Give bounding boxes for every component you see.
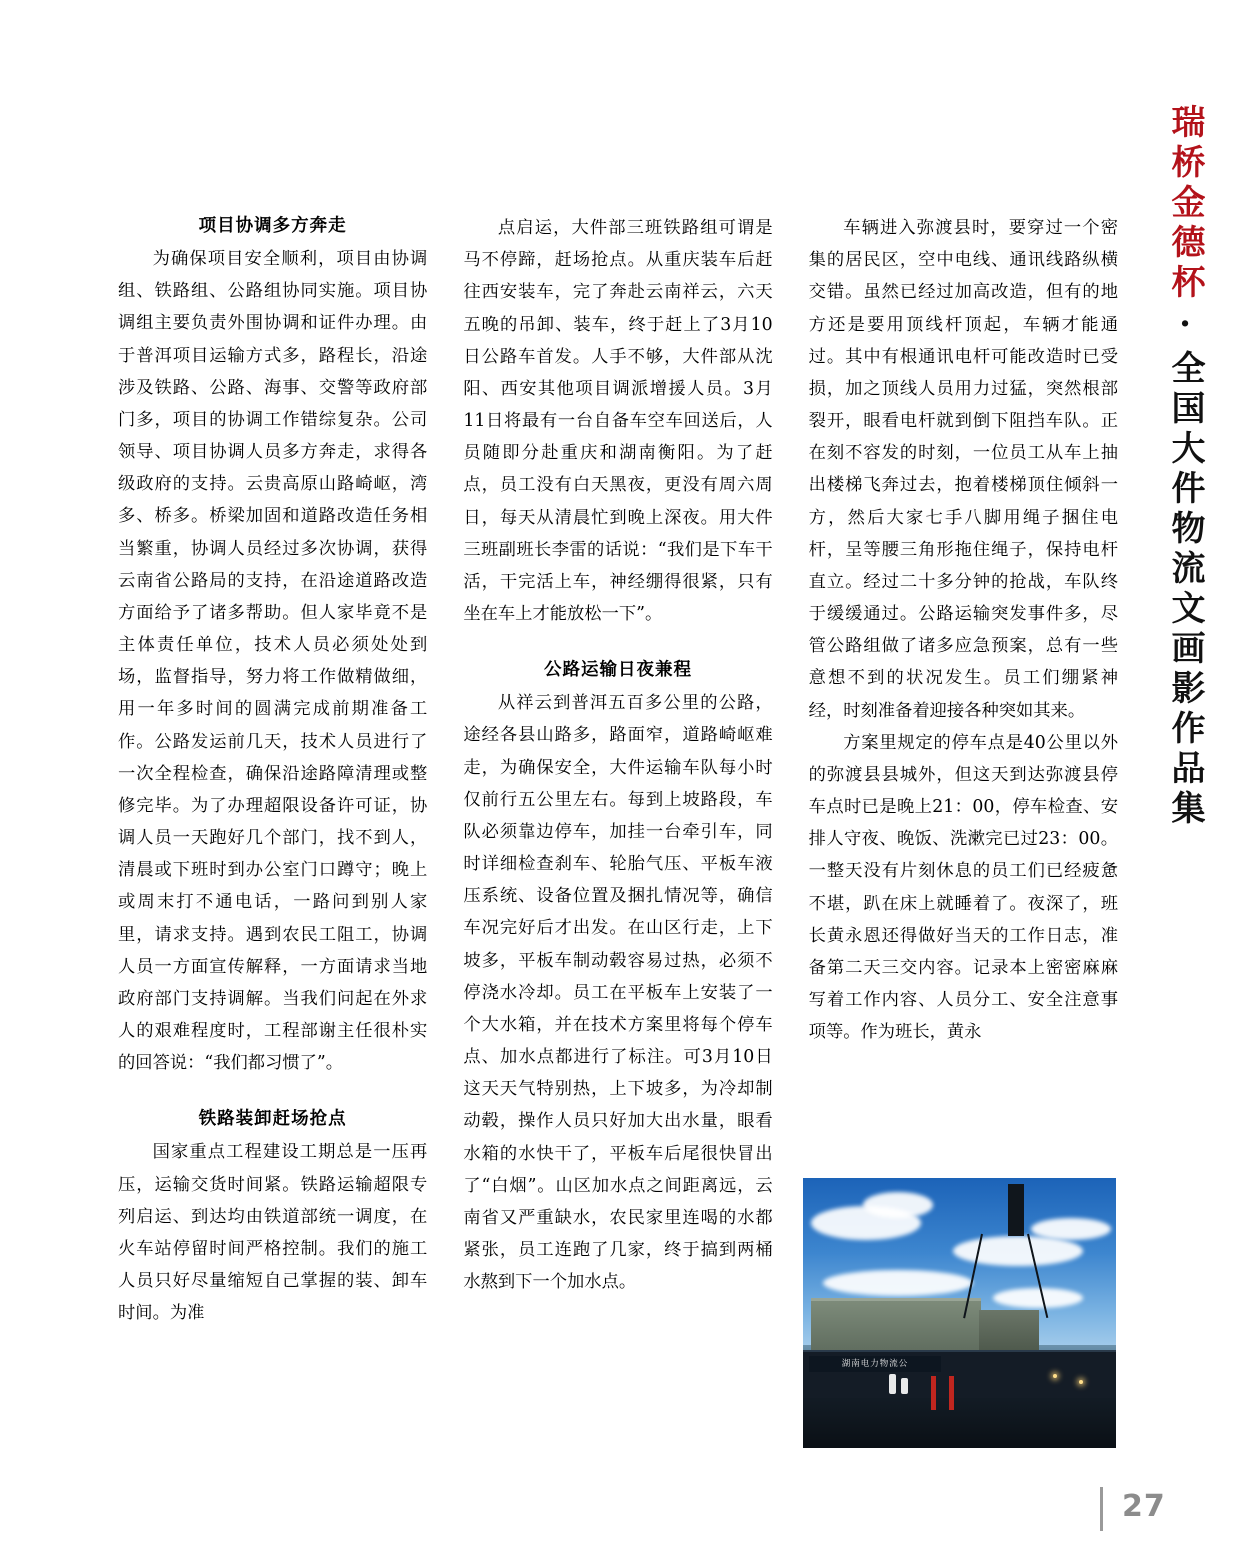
section-heading-railway-loading: 铁路装卸赶场抢点 <box>198 1109 347 1130</box>
photo-cloud <box>863 1192 933 1218</box>
photo-hull-caption: 湖南电力物流公 <box>809 1356 941 1372</box>
page-footer <box>1100 1487 1210 1531</box>
paragraph-railway-loading-continued: 点启运，大件部三班铁路组可谓是马不停蹄，赶场抢点。从重庆装车后赶往西安装车，完了奔赴云南祥云，六天五晚的吊卸、装车，终于赶上了3月10日公路车首发。人手不够，大件部从沈阳、西安其他项目调派增援人员。3月11日将最有一台自备车空车回送后，人员随即分赴重庆和湖南衡阳。为了赶点，员工没有白天黑夜，更没有周六周日，每天从清晨忙到晚上深夜。用大件三班副班长李雷的话说：“我们是下车干活，干完活上车，神经绷得很紧，只有坐在车上才能放松一下”。 <box>463 218 773 625</box>
photo-worker <box>889 1374 896 1394</box>
photo-cloud <box>993 1288 1083 1308</box>
vertical-title-black: ·全国大件物流文画影作品集 <box>1165 304 1205 830</box>
column-2 <box>463 212 772 1452</box>
paragraph-road-transport: 从祥云到普洱五百多公里的公路，途经各县山路多，路面窄，道路崎岖难走，为确保安全，大件运输车队每小时仅前行五公里左右。每到上坡路段，车队必须靠边停车，加挂一台牵引车，同时详细检查刹车、轮胎气压、平板车液压系统、设备位置及捆扎情况等，确信车况完好后才出发。在山区行走，上下坡多，平板车制动毂容易过热，必须不停浇水冷却。员工在平板车上安装了一个大水箱，并在技术方案里将每个停车点、加水点都进行了标注。可3月10日这天天气特别热，上下坡多，为冷却制动毂，操作人员只好加大出水量，眼看水箱的水快干了，平板车后尾很快冒出了“白烟”。山区加水点之间距离远，云南省又严重缺水，农民家里连喝的水都紧张，员工连跑了几家，终于搞到两桶水熬到下一个加水点。 <box>463 693 773 1293</box>
paragraph-parking-plan: 方案里规定的停车点是40公里以外的弥渡县县城外，但这天到达弥渡县停车点时已是晚上21：00，停车检查、安排人守夜、晚饭、洗漱完已过23：00。一整天没有片刻休息的员工们已经疲惫不堪，趴在床上就睡着了。夜深了，班长黄永恩还得做好当天的工作日志，准备第二天三交内容。记录本上密密麻麻写着工作内容、人员分工、安全注意事项等。作为班长，黄永 <box>808 732 1118 1043</box>
photo-deck-light <box>1053 1374 1057 1378</box>
photo-worker <box>901 1378 908 1394</box>
photo-cloud <box>953 1236 1083 1266</box>
vertical-collection-title <box>1144 104 1205 830</box>
photo-cargo-module-secondary <box>979 1310 1039 1350</box>
footer-rule <box>1100 1487 1103 1531</box>
paragraph-midu-county: 车辆进入弥渡县时，要穿过一个密集的居民区，空中电线、通讯线路纵横交错。虽然已经过加高改造，但有的地方还是要用顶线杆顶起，车辆才能通过。其中有根通讯电杆可能改造时已受损，加之顶线人员用力过猛，突然根部裂开，眼看电杆就到倒下阻挡车队。正在刻不容发的时刻，一位员工从车上抽出楼梯飞奔过去，抱着楼梯顶住倾斜一方，然后大家七手八脚用绳子捆住电杆，呈等腰三角形拖住绳子，保持电杆直立。经过二十多分钟的抢战，车队终于缓缓通过。公路运输突发事件多，尽管公路组做了诸多应急预案，总有一些意想不到的状况发生。员工们绷紧神经，时刻准备着迎接各种突如其来。 <box>808 218 1118 721</box>
photo-cargo-module <box>811 1298 981 1353</box>
paragraph-railway-loading: 国家重点工程建设工期总是一压再压，运输交货时间紧。铁路运输超限专列启运、到达均由铁道部统一调度，在火车站停留时间严格控制。我们的施工人员只好尽量缩短自己掌握的装、卸车时间。为准 <box>118 1142 428 1324</box>
photo-red-post <box>931 1376 936 1410</box>
vertical-title-red: 瑞桥金德杯 <box>1165 104 1205 304</box>
photo-cloud <box>823 1270 973 1296</box>
section-heading-road-transport: 公路运输日夜兼程 <box>543 660 692 681</box>
photo-cloud <box>1031 1218 1111 1240</box>
column-1 <box>118 212 427 1452</box>
photo-red-post <box>949 1376 954 1410</box>
photo-deck-light <box>1079 1380 1083 1384</box>
paragraph-project-coordination: 为确保项目安全顺利，项目由协调组、铁路组、公路组协同实施。项目协调组主要负责外围协调和证件办理。由于普洱项目运输方式多，路程长，沿途涉及铁路、公路、海事、交警等政府部门多，项目的协调工作错综复杂。公司领导、项目协调人员多方奔走，求得各级政府的支持。云贵高原山路崎岖，湾多、桥多。桥梁加固和道路改造任务相当繁重，协调人员经过多次协调，获得云南省公路局的支持，在沿途道路改造方面给予了诸多帮助。但人家毕竟不是主体责任单位，技术人员必须处处到场，监督指导，努力将工作做精做细，用一年多时间的圆满完成前期准备工作。公路发运前几天，技术人员进行了一次全程检查，确保沿途路障清理或整修完毕。为了办理超限设备许可证，协调人员一天跑好几个部门，找不到人，清晨或下班时到办公室门口蹲守；晚上或周末打不通电话，一路问到别人家里，请求支持。遇到农民工阻工，协调人员一方面宣传解释，一方面请求当地政府部门支持调解。当我们问起在外求人的艰难程度时，工程部谢主任很朴实的回答说：“我们都习惯了”。 <box>118 249 428 1074</box>
article-photo <box>803 1178 1116 1448</box>
page-number: 27 <box>1122 1489 1166 1524</box>
photo-crane-hook <box>1008 1184 1024 1236</box>
section-heading-project-coordination: 项目协调多方奔走 <box>198 216 347 236</box>
